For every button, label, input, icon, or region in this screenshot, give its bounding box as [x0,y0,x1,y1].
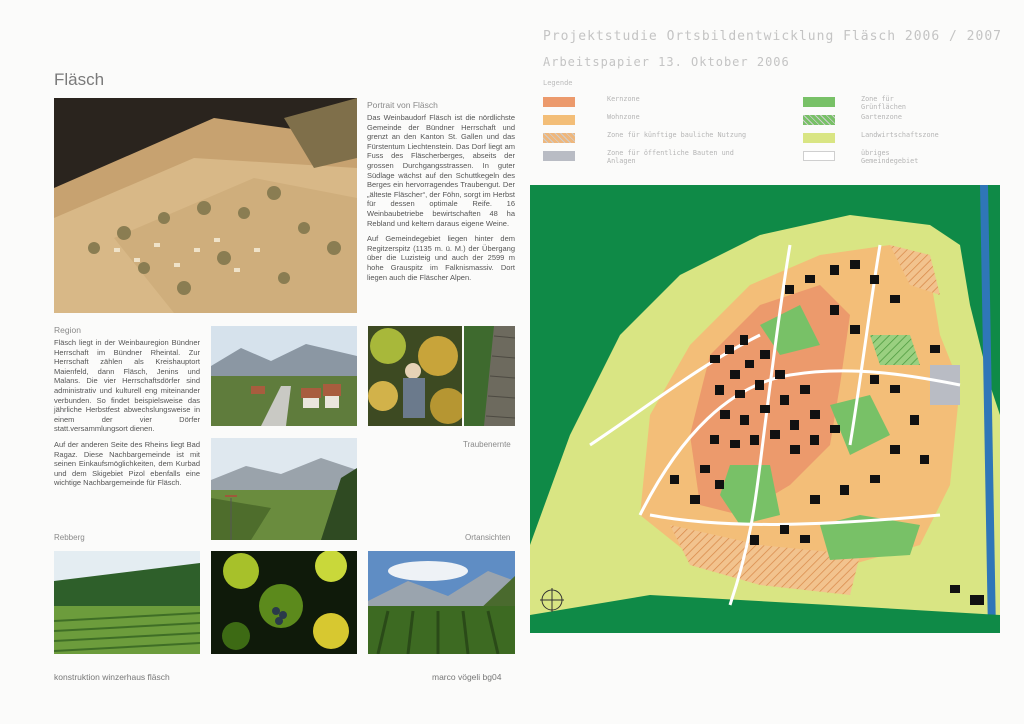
page-title: Fläsch [54,70,105,89]
study-title: Projektstudie Ortsbildentwicklung Fläsch 2006 / 2007 [543,29,1002,44]
legend-label: Gartenzone [861,113,902,121]
grape-leaves-photo [211,551,357,654]
legend-swatch [543,97,575,107]
caption-traubenernte: Traubenernte [463,440,511,449]
region-paragraph-2: Auf der anderen Seite des Rheins liegt Bad Ragaz. Diese Nachbargemeinde ist mit seinen Einkaufsmöglichkeiten, dem Kurbad und dem Skigebiet Pizol ebenfalls eine wichtige Nachbargemeinde für Fläsch. [54,439,200,488]
caption-ortansichten: Ortansichten [465,533,511,542]
village-view-photo [211,326,357,426]
valley-photo [211,438,357,540]
legend [543,95,1003,175]
region-heading: Region [54,325,81,335]
legend-swatch [803,151,835,161]
legend-label: Zone für Grünflächen [861,95,907,111]
portrait-paragraph-1: Das Weinbaudorf Fläsch ist die nördlichste Gemeinde der Bündner Herrschaft und grenzt an den Kanton St. Gallen und das Fürstentum Liechtenstein. Das Dorf liegt am Fuss des Fläscherberges, abseits der grossen Durchgangsstrassen. In guter Südlage wächst auf den Schuttkegeln des Berges ein hervorragendes Traubengut. Der „älteste Fläscher“, der Föhn, sorgt im Herbst für dessen optimale Reife. 16 Weinbaubetriebe bewirtschaften 48 ha Rebland und keltern daraus eigene Weine. [367,113,515,228]
study-subtitle: Arbeitspapier 13. Oktober 2006 [543,55,790,69]
mountain-vineyard-photo [368,551,515,654]
vine-wall-photo [464,326,515,426]
legend-swatch [543,151,575,161]
footer-left: konstruktion winzerhaus fläsch [54,672,170,682]
vineyard-photo [54,551,200,654]
legend-swatch [543,115,575,125]
model-photo [54,98,357,313]
legend-label: Wohnzone [607,113,640,121]
legend-label: Zone für künftige bauliche Nutzung [607,131,747,139]
legend-label: Zone für öffentliche Bauten und Anlagen [607,149,734,165]
legend-swatch [803,97,835,107]
region-paragraph-1: Fläsch liegt in der Weinbauregion Bündner Herrschaft im Bündner Rheintal. Zur Herrschaft zählen als Kreishauptort Maienfeld, dann Fläsch, Jenins und Malans. Die vier Herrschaftsdörfer sind administrativ und kulturell eng miteinander verbunden. So findet beispielsweise das jährliche Herbstfest abwechslungsweise in einem der vier Dörfer statt.versammlungsort dienen. [54,338,200,434]
legend-label: Kernzone [607,95,640,103]
legend-label: übriges Gemeindegebiet [861,149,919,165]
legend-swatch [803,133,835,143]
harvest-photo [368,326,462,426]
portrait-paragraph-2: Auf Gemeindegebiet liegen hinter dem Regitzerspitz (1135 m. ü. M.) der Übergang über die Luzisteig und auch der 2599 m hohe Grauspitz im Falknismassiv. Dort liegen auch die Fläscher Alpen. [367,234,515,282]
caption-rebberg: Rebberg [54,533,85,542]
zoning-map [530,185,1000,633]
legend-label: Landwirtschaftszone [861,131,939,139]
portrait-heading: Portrait von Fläsch [367,100,438,110]
legend-swatch [803,115,835,125]
legend-heading: Legende [543,79,573,87]
region-text [54,338,200,494]
portrait-text [367,113,515,288]
footer-right: marco vögeli bg04 [432,672,502,682]
legend-swatch [543,133,575,143]
